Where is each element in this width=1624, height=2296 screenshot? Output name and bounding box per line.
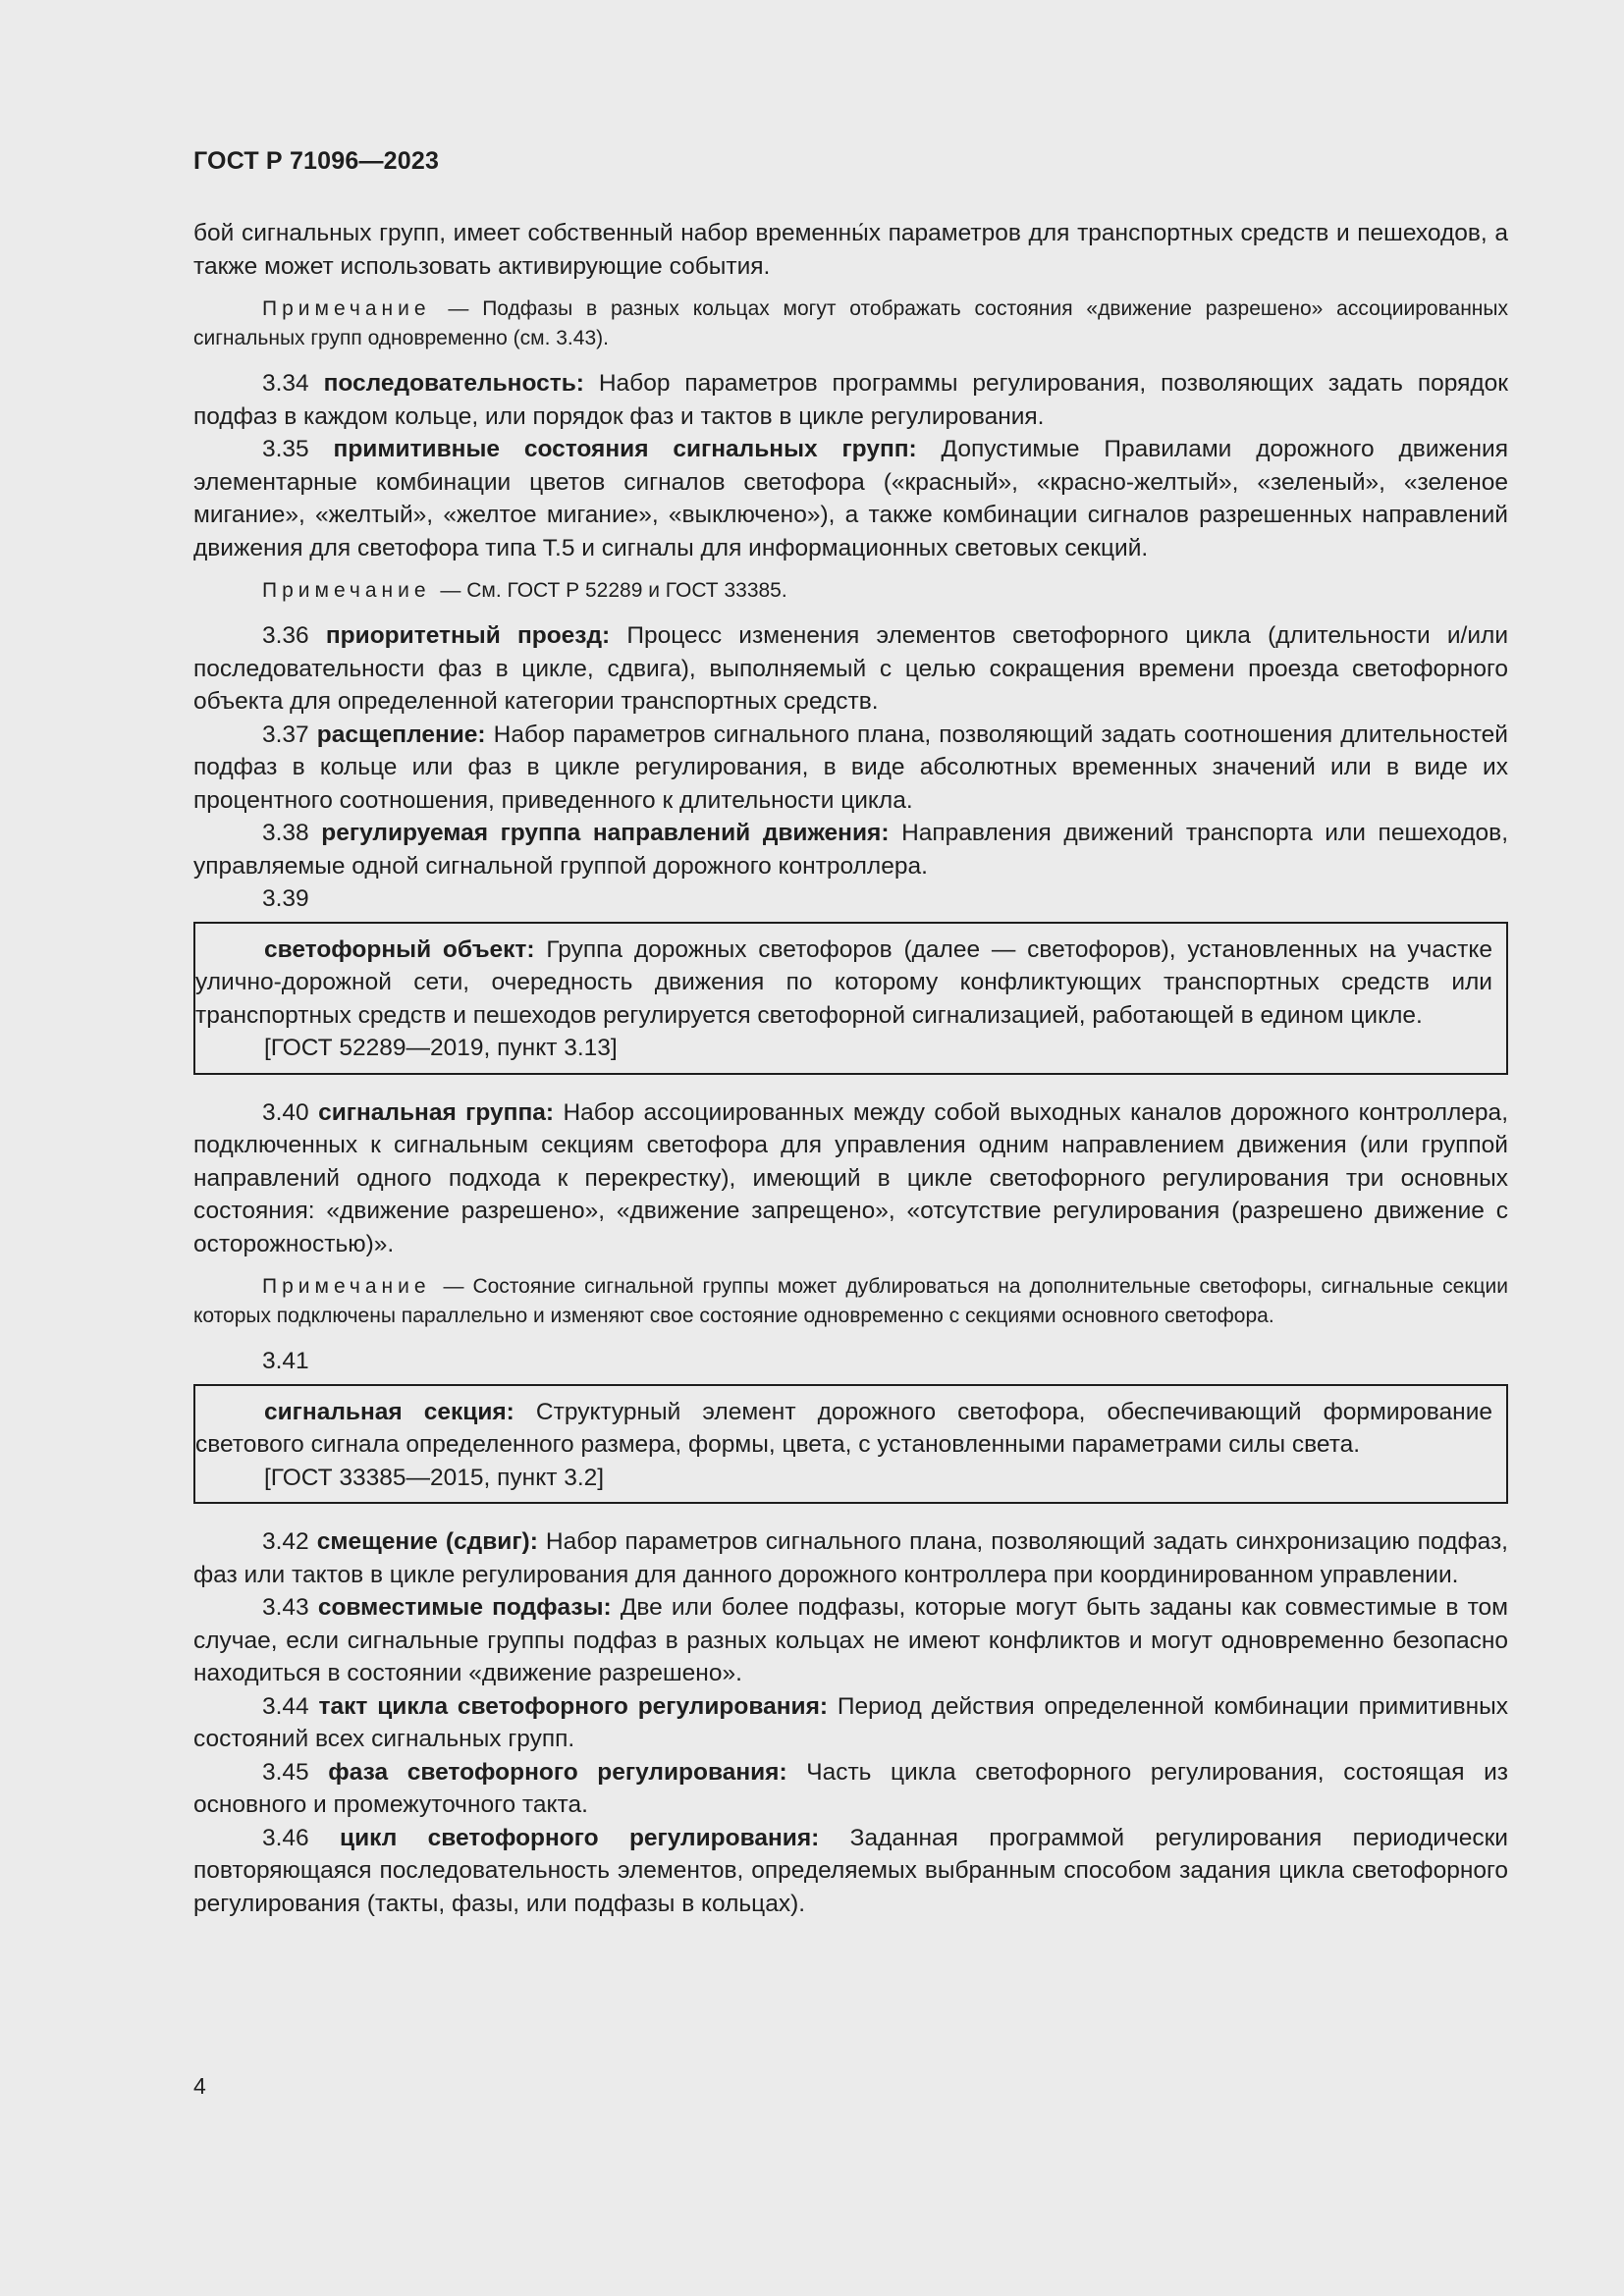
term-title: последовательность:	[323, 370, 584, 397]
term-3-36	[193, 619, 1508, 719]
term-number: 3.46	[262, 1824, 309, 1851]
note-text: Подфазы в разных кольцах могут отображать состояния «движение разрешено» ассоциированных сигнальных групп одновременно (см. 3.43).	[193, 297, 1508, 349]
term-3-34	[193, 367, 1508, 433]
source-reference: [ГОСТ 52289—2019, пункт 3.13]	[264, 1035, 618, 1061]
term-number: 3.40	[262, 1098, 309, 1126]
term-title: совместимые подфазы:	[317, 1594, 612, 1621]
term-definition: Допустимые Правилами дорожного движения элементарные комбинации цветов сигналов светофора («красный», «красно-желтый», «зеленый», «зеленое мигание», «желтый», «желтое мигание», «выключено»), а также комбинации сигналов разрешенных направлений движения для светофора типа Т.5 и сигналы для информационных световых секций.	[193, 436, 1508, 561]
term-3-37	[193, 719, 1508, 818]
term-definition: Часть цикла светофорного регулирования, состоящая из основного и промежуточного такта.	[193, 1758, 1509, 1818]
term-3-35	[193, 433, 1508, 564]
term-number-3-39: 3.39	[262, 885, 309, 912]
standard-header: ГОСТ Р 71096—2023	[193, 147, 440, 175]
note-2: Примечание — См. ГОСТ Р 52289 и ГОСТ 33385.	[262, 579, 787, 602]
note-label: Примечание	[262, 297, 431, 320]
term-definition: Набор ассоциированных между собой выходных каналов дорожного контроллера, подключенных к сигнальным секциям светофора для управления одним направлением движения (или группой направлений одного подхода к перекрестку), имеющий в цикле светофорного регулирования три основных состояния: «движение разрешено», «движение запрещено», «отсутствие регулирования (разрешено движение с осторожностью)».	[193, 1098, 1508, 1257]
term-definition: Направления движений транспорта или пешеходов, управляемые одной сигнальной группой дорожного контроллера.	[193, 820, 1508, 880]
term-number: 3.37	[262, 721, 309, 748]
term-title: сигнальная группа:	[318, 1098, 555, 1126]
term-definition: Две или более подфазы, которые могут быть заданы как совместимые в том случае, если сигнальные группы подфаз в разных кольцах не имеют конфликтов и могут одновременно безопасно находиться в состоянии «движение разрешено».	[193, 1594, 1508, 1686]
term-box-3-39	[193, 922, 1508, 1075]
term-definition: Набор параметров сигнального плана, позволяющий задать соотношения длительностей подфаз в кольце или фаз в цикле регулирования, в виде абсолютных временных значений или в виде их процентного соотношения, приведенного к длительности цикла.	[193, 721, 1508, 814]
term-title: смещение (сдвиг):	[316, 1528, 538, 1555]
term-number: 3.35	[262, 436, 309, 462]
term-definition: Процесс изменения элементов светофорного цикла (длительности и/или последовательности фаз в цикле, сдвига), выполняемый с целью сокращения времени проезда светофорного объекта для определенной категории транспортных средств.	[193, 622, 1509, 715]
term-3-45	[193, 1756, 1508, 1822]
note-3: Примечание — Состояние сигнальной группы может дублироваться на дополнительные светофоры, сигнальные секции которых подключены параллельно и изменяют свое состояние одновременно с секциями основного светофора.	[193, 1275, 1508, 1327]
term-number: 3.36	[262, 622, 309, 649]
term-title: цикл светофорного регулирования:	[340, 1824, 820, 1851]
term-number-3-41: 3.41	[262, 1348, 309, 1374]
term-title: сигнальная секция:	[264, 1398, 514, 1425]
term-definition: Заданная программой регулирования периодически повторяющаяся последовательность элементов, определяемых выбранным способом задания цикла светофорного регулирования (такты, фазы, или подфазы в кольцах).	[193, 1824, 1508, 1917]
term-title: фаза светофорного регулирования:	[328, 1758, 787, 1786]
source-reference: [ГОСТ 33385—2015, пункт 3.2]	[264, 1464, 605, 1491]
term-title: примитивные состояния сигнальных групп:	[333, 436, 917, 462]
term-title: такт цикла светофорного регулирования:	[318, 1692, 829, 1720]
term-title: приоритетный проезд:	[325, 622, 611, 649]
term-number: 3.44	[262, 1692, 309, 1720]
intro-paragraph: бой сигнальных групп, имеет собственный набор временны́х параметров для транспортных средств и пешеходов, а также может использовать активирующие события.	[193, 220, 1508, 280]
boxed-definition	[195, 1396, 1492, 1462]
term-3-42	[193, 1525, 1508, 1591]
note-label: Примечание	[262, 579, 431, 602]
term-definition: Набор параметров программы регулирования, позволяющих задать порядок подфаз в каждом кольце, или порядок фаз и тактов в цикле регулирования.	[193, 370, 1508, 430]
note-1: Примечание — Подфазы в разных кольцах могут отображать состояния «движение разрешено» ассоциированных сигнальных групп одновременно (см. 3.43).	[193, 297, 1508, 349]
note-label: Примечание	[262, 1275, 431, 1298]
term-number: 3.43	[262, 1594, 309, 1621]
term-3-38	[193, 817, 1508, 882]
term-definition: Структурный элемент дорожного светофора, обеспечивающий формирование светового сигнала определенного размера, формы, цвета, с установленными параметрами силы света.	[195, 1398, 1493, 1458]
term-3-43	[193, 1591, 1508, 1690]
term-definition: Набор параметров сигнального плана, позволяющий задать синхронизацию подфаз, фаз или тактов в цикле регулирования для данного дорожного контроллера при координированном управлении.	[193, 1528, 1508, 1588]
note-text: См. ГОСТ Р 52289 и ГОСТ 33385.	[466, 579, 787, 602]
term-title: светофорный объект:	[264, 935, 535, 963]
term-3-46	[193, 1822, 1508, 1921]
term-definition: Группа дорожных светофоров (далее — светофоров), установленных на участке улично-дорожной сети, очередность движения по которому конфликтующих транспортных средств или транспортных средств и пешеходов регулируется светофорной сигнализацией, работающей в едином цикле.	[195, 935, 1493, 1029]
boxed-definition	[195, 934, 1492, 1033]
term-title: расщепление:	[316, 721, 486, 748]
term-number: 3.42	[262, 1528, 309, 1555]
page-content	[193, 147, 1508, 1920]
term-number: 3.34	[262, 370, 309, 397]
term-3-44	[193, 1690, 1508, 1756]
note-text: Состояние сигнальной группы может дублироваться на дополнительные светофоры, сигнальные секции которых подключены параллельно и изменяют свое состояние одновременно с секциями основного светофора.	[193, 1275, 1508, 1327]
term-3-40	[193, 1096, 1508, 1261]
term-number: 3.45	[262, 1758, 309, 1786]
term-title: регулируемая группа направлений движения:	[321, 820, 890, 846]
page-number: 4	[193, 2073, 206, 2099]
term-definition: Период действия определенной комбинации примитивных состояний всех сигнальных групп.	[193, 1692, 1508, 1752]
term-number: 3.38	[262, 820, 309, 846]
term-box-3-41	[193, 1384, 1508, 1505]
